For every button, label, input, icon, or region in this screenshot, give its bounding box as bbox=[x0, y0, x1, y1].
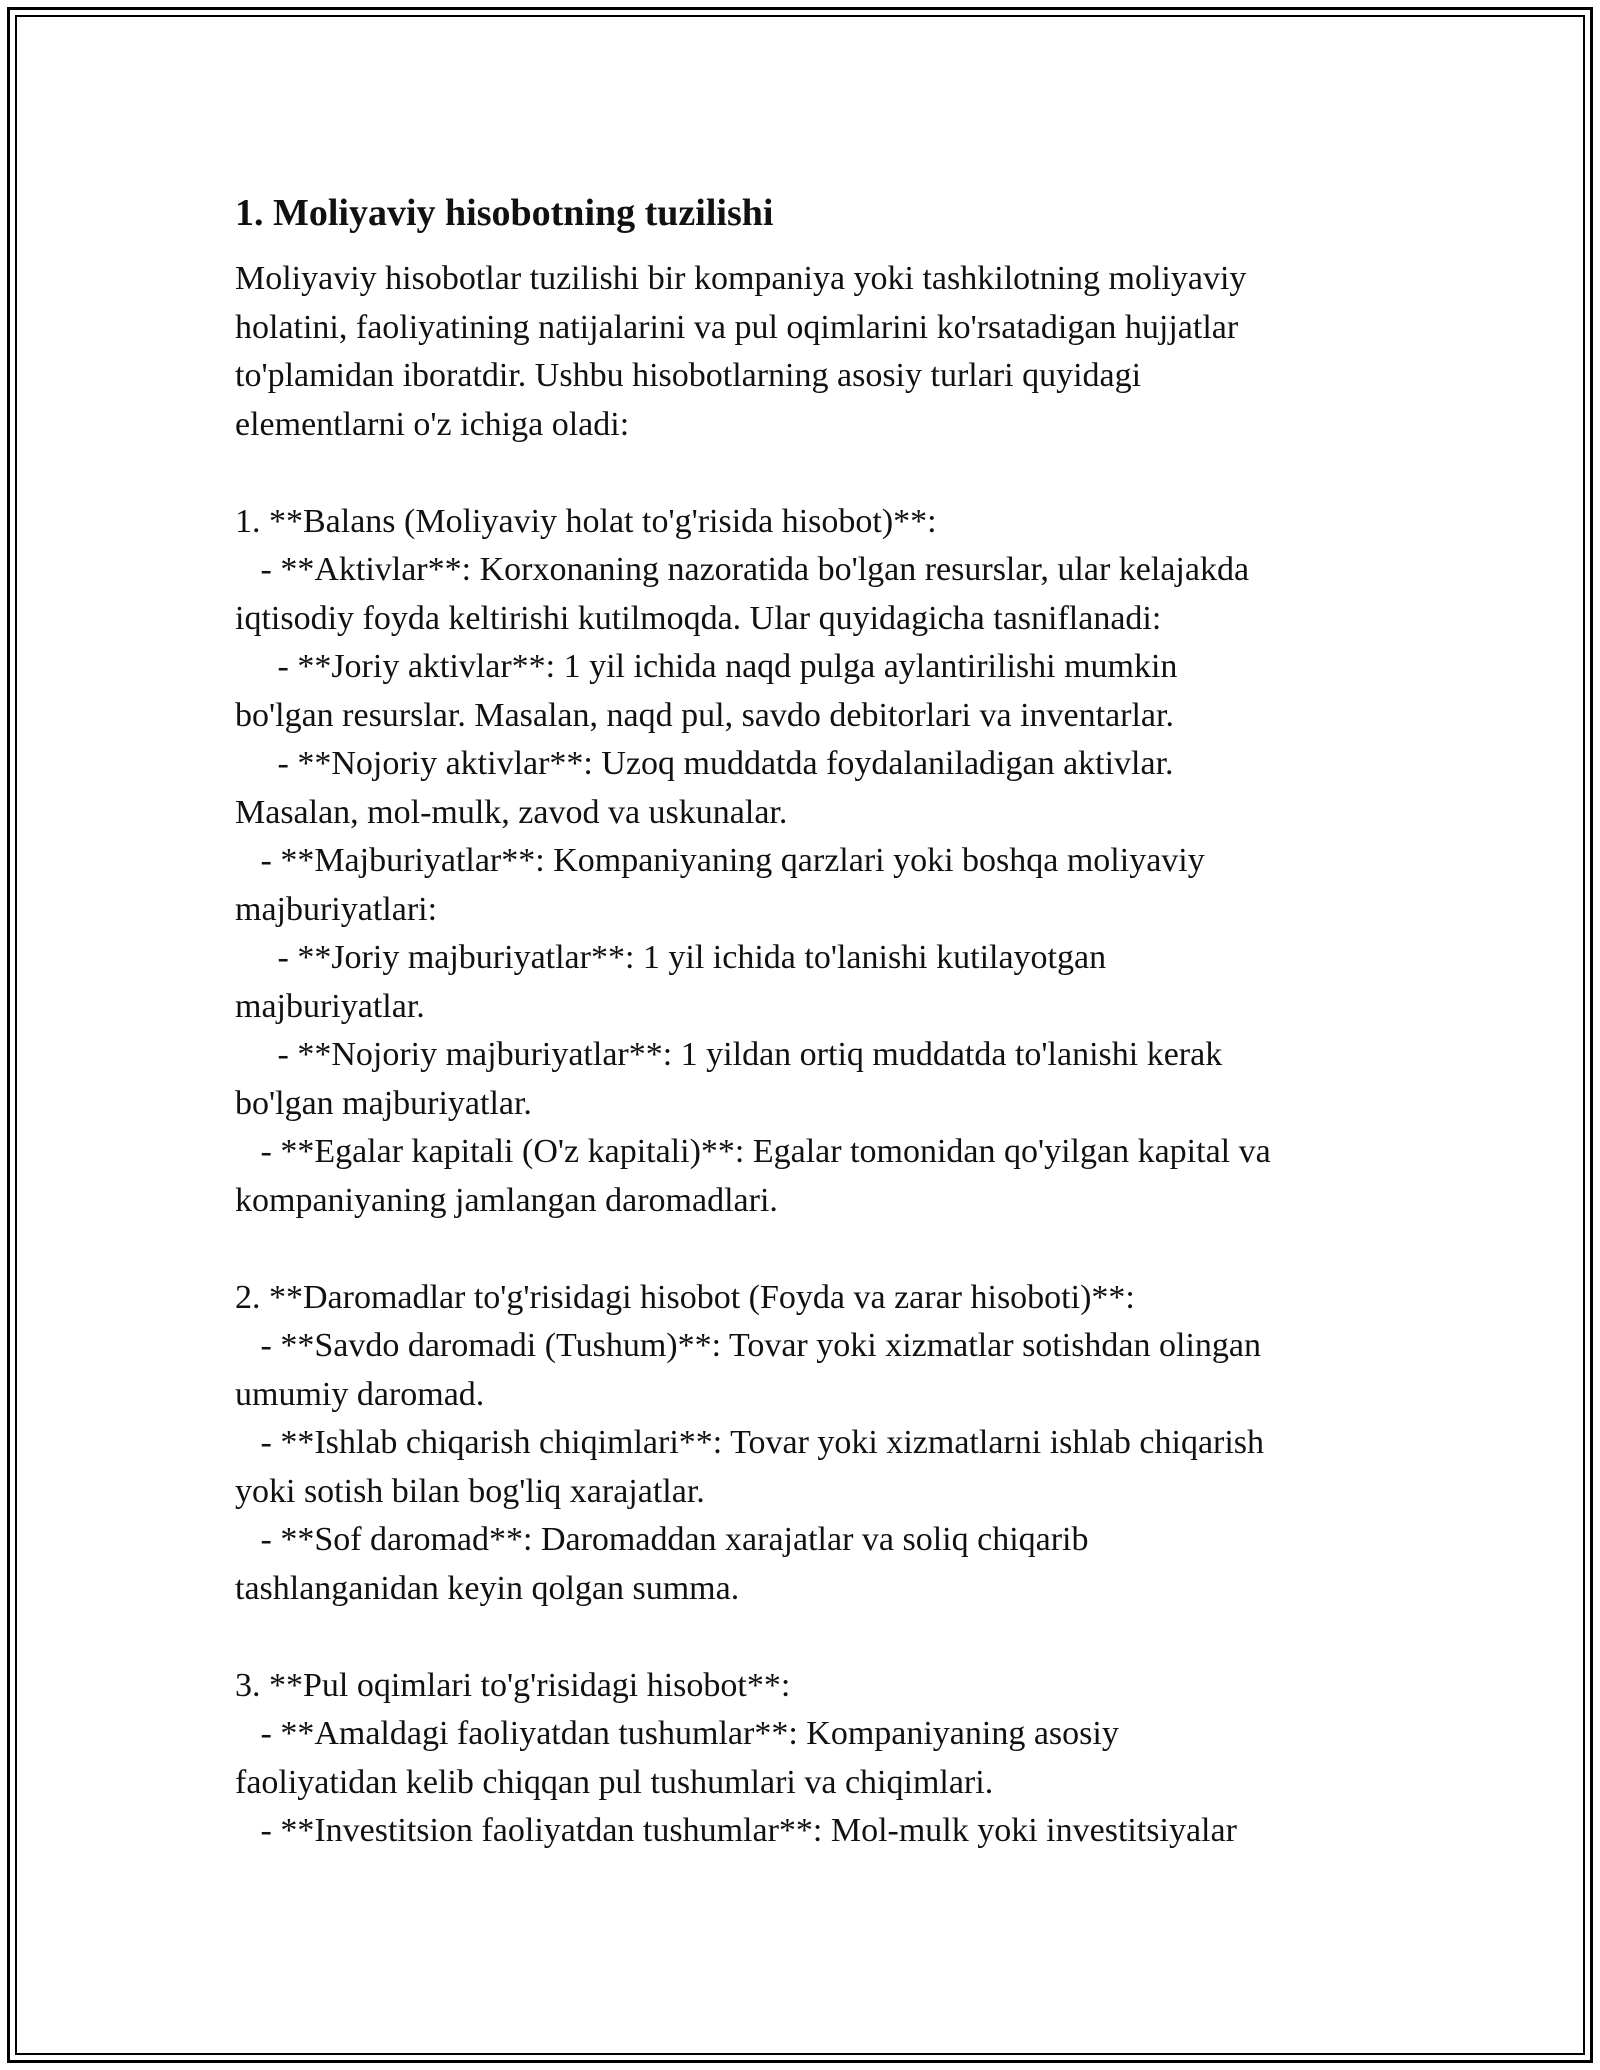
document-body: Moliyaviy hisobotlar tuzilishi bir kompaniya yoki tashkilotning moliyaviy holatini, faoliyatining natijalarini va pul oqimlarini ko'rsatadigan hujjatlar to'plamidan iboratdir. Ushbu hisobotlarning asosiy turlari quyidagi elementlarni o'z ichiga oladi: 1. **Balans (Moliyaviy holat to'g'risida hisobot)**: - **Aktivlar**: Korxonaning nazoratida bo'lgan resurslar, ular kelajakda iqtisodiy foyda keltirishi kutilmoqda. Ular quyidagicha tasniflanadi: - **Joriy aktivlar**: 1 yil ichida naqd pulga aylantirilishi mumkin bo'lgan resurslar. Masalan, naqd pul, savdo debitorlari va inventarlar. - **Nojoriy aktivlar**: Uzoq muddatda foydalaniladigan aktivlar. Masalan, mol-mulk, zavod va uskunalar. - **Majburiyatlar**: Kompaniyaning qarzlari yoki boshqa moliyaviy majburiyatlari: - **Joriy majburiyatlar**: 1 yil ichida to'lanishi kutilayotgan majburiyatlar. - **Nojoriy majburiyatlar**: 1 yildan ortiq muddatda to'lanishi kerak bo'lgan majburiyatlar. - **Egalar kapitali (O'z kapitali)**: Egalar tomonidan qo'yilgan kapital va kompaniyaning jamlangan daromadlari. 2. **Daromadlar to'g'risidagi hisobot (Foyda va zarar hisoboti)**: - **Savdo daromadi (Tushum)**: Tovar yoki xizmatlar sotishdan olingan umumiy daromad. - **Ishlab chiqarish chiqimlari**: Tovar yoki xizmatlarni ishlab chiqarish yoki sotish bilan bog'liq xarajatlar. - **Sof daromad**: Daromaddan xarajatlar va soliq chiqarib tashlanganidan keyin qolgan summa. 3. **Pul oqimlari to'g'risidagi hisobot**: - **Amaldagi faoliyatdan tushumlar**: Kompaniyaning asosiy faoliyatidan kelib chiqqan pul tushumlari va chiqimlari. - **Investitsion faoliyatdan tushumlar**: Mol-mulk yoki investitsiyalar bbox=[235, 260, 1271, 1849]
document-content bbox=[235, 185, 1375, 1856]
document-title: 1. Moliyaviy hisobotning tuzilishi bbox=[235, 192, 774, 234]
